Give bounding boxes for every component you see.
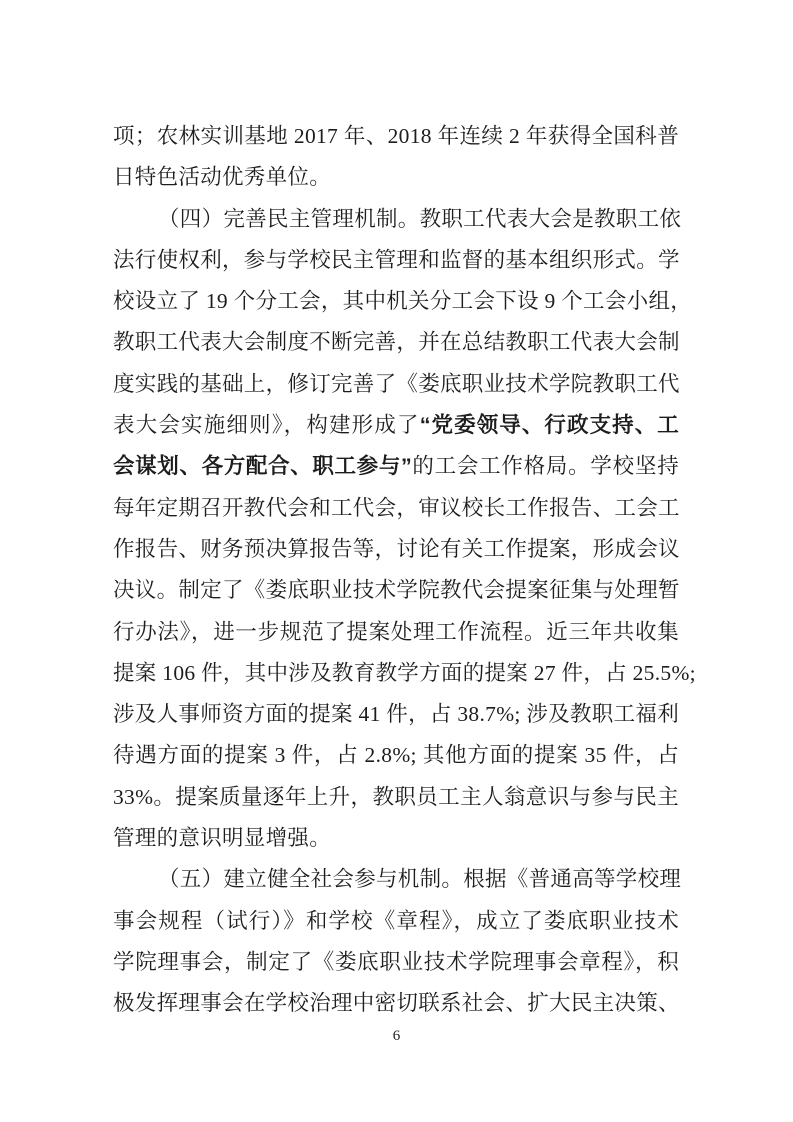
text-line [113,818,679,859]
text-segment: 校设立了 19 个分工会，其中机关分工会下设 9 个工会小组， [113,289,693,314]
text-segment: 管理的意识明显增强。 [113,826,332,851]
text-line [113,488,679,529]
text-segment: 学院理事会，制定了《娄底职业技术学院理事会章程》，积 [113,949,679,974]
text-line [113,405,679,446]
bold-text-segment: 会谋划、各方配合、职工参与” [113,454,412,479]
text-segment: 日特色活动优秀单位。 [113,165,332,190]
text-segment: 每年定期召开教代会和工代会，审议校长工作报告、工会工 [113,495,680,520]
text-line [113,859,682,900]
paragraph-science-award-continuation [113,116,679,199]
text-line [113,157,679,198]
text-line [113,735,679,776]
text-line [113,446,679,487]
text-segment: 提案 106 件，其中涉及教育教学方面的提案 27 件，占 25.5%; [113,660,696,685]
text-line [113,570,679,611]
text-segment: 教职工代表大会制度不断完善，并在总结教职工代表大会制 [113,330,680,355]
text-segment: 法行使权利，参与学校民主管理和监督的基本组织形式。学 [113,247,680,272]
paragraph-democratic-management-mechanism [113,199,696,860]
text-segment: 待遇方面的提案 3 件，占 2.8%; 其他方面的提案 35 件，占 [113,743,679,768]
text-segment: 决议。制定了《娄底职业技术学院教代会提案征集与处理暂 [113,578,680,603]
text-segment: 表大会实施细则》，构建形成了 [113,413,420,438]
text-segment: （五）建立健全社会参与机制。根据《普通高等学校理 [158,867,682,892]
text-line [113,653,696,694]
text-line [113,942,679,983]
text-line [113,529,679,570]
text-line [113,322,679,363]
text-line [113,694,679,735]
bold-text-segment: “党委领导、行政支持、工 [419,413,680,438]
text-segment: 极发挥理事会在学校治理中密切联系社会、扩大民主决策、 [113,991,680,1016]
text-segment: 行办法》，进一步规范了提案处理工作流程。近三年共收集 [113,619,679,644]
text-segment: 度实践的基础上，修订完善了《娄底职业技术学院教职工代 [113,371,680,396]
text-line [113,983,679,1024]
text-segment: 33%。提案质量逐年上升，教职员工主人翁意识与参与民主 [113,784,679,809]
document-body [113,116,696,1025]
text-line [113,777,679,818]
text-line [113,240,679,281]
text-segment: 作报告、财务预决算报告等，讨论有关工作提案，形成会议 [113,536,680,561]
text-line [113,612,679,653]
text-line [113,199,682,240]
text-segment: 事会规程（试行）》和学校《章程》，成立了娄底职业技术 [113,908,679,933]
text-line [113,901,679,942]
text-line [113,364,679,405]
text-segment: 的工会工作格局。学校坚持 [411,454,679,479]
text-segment: 项；农林实训基地 2017 年、2018 年连续 2 年获得全国科普 [113,124,679,148]
text-line [113,281,693,322]
text-line [113,116,679,157]
text-segment: （四）完善民主管理机制。教职工代表大会是教职工依 [158,206,682,231]
text-segment: 涉及人事师资方面的提案 41 件，占 38.7%; 涉及教职工福利 [113,702,679,727]
page-number: 6 [392,1028,401,1044]
paragraph-social-participation-mechanism [113,859,682,1024]
